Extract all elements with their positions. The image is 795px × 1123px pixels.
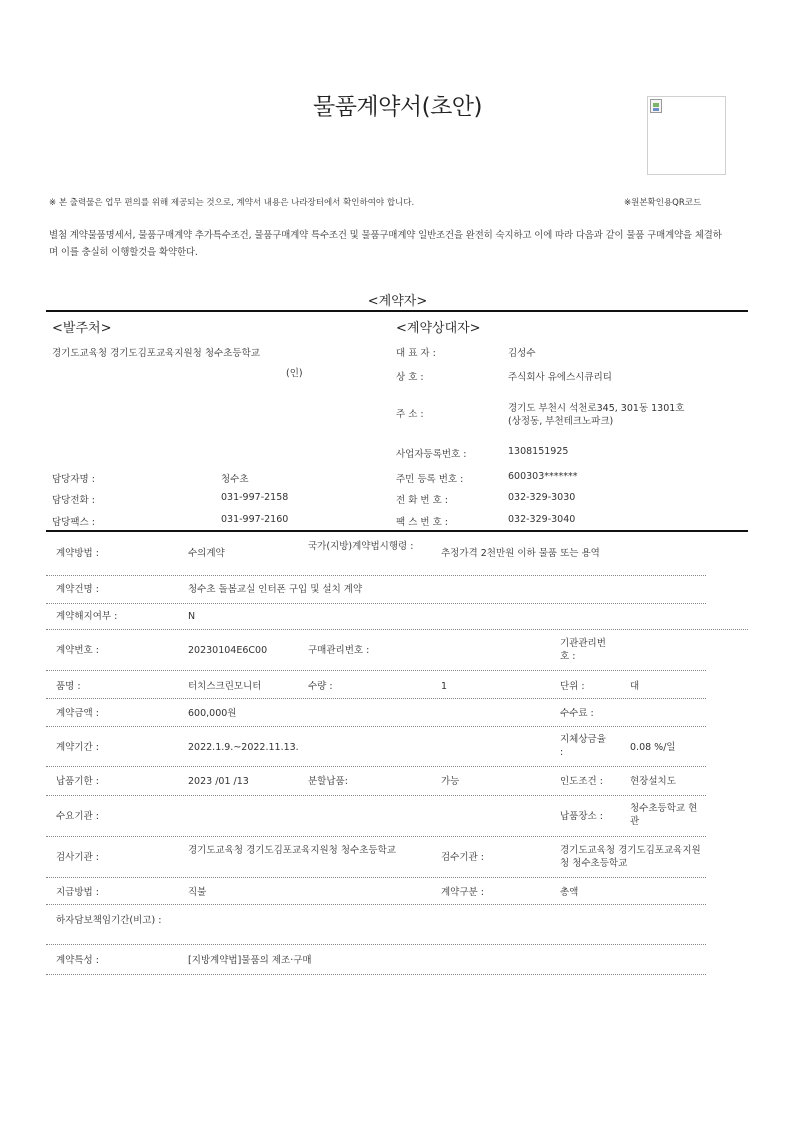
fee-label: 수수료 :	[560, 708, 594, 719]
period-value: 2022.1.9.~2022.11.13.	[188, 742, 299, 753]
address-line2: (상정동, 부천테크노파크)	[508, 416, 614, 427]
qr-label: ※원본확인용QR코드	[624, 198, 702, 208]
resident-value: 600303*******	[508, 471, 578, 482]
feature-label: 계약특성 :	[56, 955, 99, 966]
parties-header: <계약자>	[367, 294, 428, 309]
accept-value: 경기도교육청 경기도김포교육지원청 청수초등학교	[560, 845, 701, 869]
row-divider	[46, 629, 748, 630]
row-divider	[46, 698, 706, 699]
orderer-fax-label: 담당팩스 :	[52, 517, 95, 528]
row-divider	[46, 974, 706, 975]
row-divider	[46, 670, 706, 671]
pay-value: 직불	[188, 887, 207, 898]
row-divider	[46, 795, 706, 796]
orderer-name: 경기도교육청 경기도김포교육지원청 청수초등학교	[52, 348, 260, 359]
row-divider	[46, 575, 706, 576]
inspect-value: 경기도교육청 경기도김포교육지원청 청수초등학교	[188, 845, 396, 856]
pay-label: 지급방법 :	[56, 887, 99, 898]
orderer-manager: 청수초	[221, 474, 249, 485]
orderer-phone: 031-997-2158	[221, 492, 289, 503]
number-label: 계약번호 :	[56, 645, 99, 656]
unit-value: 대	[630, 681, 640, 692]
address-line1: 경기도 부천시 석천로345, 301동 1301호	[508, 403, 685, 414]
delivery-cond-value: 현장설치도	[630, 776, 676, 787]
intro-paragraph: 별첨 계약물품명세서, 물품구매계약 추가특수조건, 물품구매계약 특수조건 및 물품구매계약 일반조건을 완전히 숙지하고 이에 따라 다음과 같이 물품 구매계약을 체결하며 이를 충실히 이행할것을 확약한다.	[49, 230, 722, 258]
method-value: 수의계약	[188, 548, 225, 559]
contractor-header: <계약상대자>	[396, 321, 481, 336]
contractor-fax-label: 팩 스 번 호 :	[396, 517, 448, 528]
feature-value: [지방계약법]물품의 제조·구매	[188, 955, 312, 966]
item-value: 터치스크린모니터	[188, 681, 262, 692]
orderer-manager-label: 담당자명 :	[52, 474, 95, 485]
broken-image-icon	[650, 99, 662, 113]
decree-value: 추정가격 2천만원 이하 물품 또는 용역	[441, 548, 600, 559]
cancel-value: N	[188, 611, 196, 622]
row-divider	[46, 766, 706, 767]
agency-mgmt-label: 기관관리번호 :	[560, 638, 606, 662]
split-value: 가능	[441, 776, 460, 787]
contract-name-label: 계약건명 :	[56, 584, 99, 595]
unit-label: 단위 :	[560, 681, 585, 692]
penalty-label: 지체상금율 :	[560, 734, 606, 758]
cancel-label: 계약해지여부 :	[56, 611, 118, 622]
purchase-mgmt-label: 구매관리번호 :	[308, 645, 370, 656]
contractor-phone: 032-329-3030	[508, 492, 576, 503]
inspect-label: 검사기관 :	[56, 852, 99, 863]
address-label: 주 소 :	[396, 409, 424, 420]
contract-name-value: 청수초 돌봄교실 인터폰 구입 및 설치 계약	[188, 584, 363, 595]
contractor-phone-label: 전 화 번 호 :	[396, 495, 448, 506]
qr-code-image	[647, 96, 726, 175]
item-label: 품명 :	[56, 681, 81, 692]
bizno-label: 사업자등록번호 :	[396, 449, 467, 460]
row-divider	[46, 603, 706, 604]
parties-top-rule	[46, 310, 748, 312]
decree-label: 국가(지방)계약법시행령 :	[308, 541, 414, 552]
accept-label: 검수기관 :	[441, 852, 484, 863]
row-divider	[46, 904, 706, 905]
place-label: 납품장소 :	[560, 811, 603, 822]
method-label: 계약방법 :	[56, 548, 99, 559]
ceo-value: 김성수	[508, 348, 536, 359]
orderer-fax: 031-997-2160	[221, 514, 289, 525]
demand-label: 수요기관 :	[56, 811, 99, 822]
company-value: 주식회사 유에스시큐리티	[508, 372, 612, 383]
period-label: 계약기간 :	[56, 742, 99, 753]
resident-label: 주민 등록 번호 :	[396, 474, 464, 485]
notice-text: ※ 본 출력물은 업무 편의를 위해 제공되는 것으로, 계약서 내용은 나라장터에서 확인하여야 합니다.	[49, 198, 415, 208]
type-label: 계약구분 :	[441, 887, 484, 898]
row-divider	[46, 877, 706, 878]
amount-label: 계약금액 :	[56, 708, 99, 719]
delivery-cond-label: 인도조건 :	[560, 776, 603, 787]
contractor-fax: 032-329-3040	[508, 514, 576, 525]
orderer-seal: (인)	[286, 368, 303, 379]
deadline-label: 납품기한 :	[56, 776, 99, 787]
number-value: 20230104E6C00	[188, 645, 268, 656]
type-value: 총액	[560, 887, 579, 898]
amount-value: 600,000원	[188, 708, 237, 719]
bizno-value: 1308151925	[508, 446, 569, 457]
deadline-value: 2023 /01 /13	[188, 776, 249, 787]
place-value: 청수초등학교 현관	[630, 803, 698, 827]
qty-value: 1	[441, 681, 448, 692]
penalty-value: 0.08 %/일	[630, 742, 676, 753]
orderer-phone-label: 담당전화 :	[52, 495, 95, 506]
ceo-label: 대 표 자 :	[396, 348, 436, 359]
row-divider	[46, 836, 706, 837]
parties-bottom-rule	[46, 530, 748, 532]
row-divider	[46, 726, 706, 727]
split-label: 분할납품:	[308, 776, 348, 787]
row-divider	[46, 944, 706, 945]
company-label: 상 호 :	[396, 372, 424, 383]
orderer-header: <발주처>	[52, 321, 112, 336]
page-title: 물품계약서(초안)	[313, 94, 482, 120]
warranty-label: 하자담보책임기간(비고) :	[56, 915, 162, 926]
qty-label: 수량 :	[308, 681, 333, 692]
